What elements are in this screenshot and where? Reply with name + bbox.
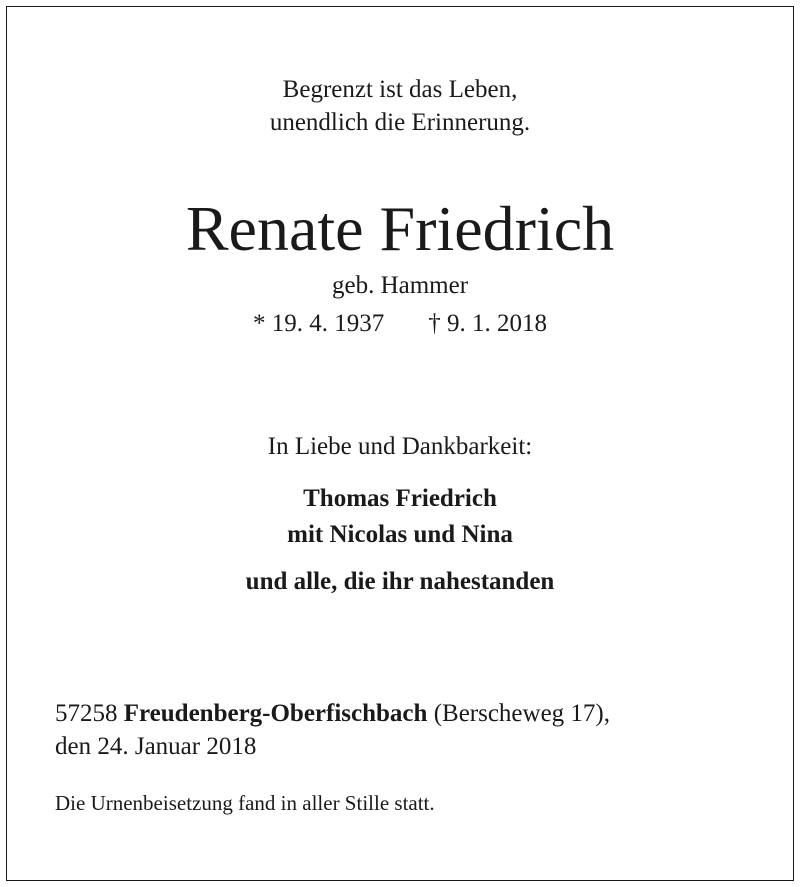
maiden-name: geb. Hammer bbox=[331, 272, 469, 299]
motto-line-2: unendlich die Erinnerung. bbox=[269, 109, 531, 136]
street: (Berscheweg 17), bbox=[433, 700, 611, 727]
deceased-name: Renate Friedrich bbox=[185, 193, 615, 264]
burial-notice: Die Urnenbeisetzung fand in aller Stille statt. bbox=[55, 791, 435, 815]
mourner-line-2: mit Nicolas und Nina bbox=[287, 521, 513, 548]
mourners bbox=[0, 481, 800, 553]
location-block bbox=[55, 697, 610, 763]
address-line bbox=[55, 697, 610, 730]
town: Freudenberg-Oberfischbach bbox=[123, 700, 428, 727]
mourners-others: und alle, die ihr nahestanden bbox=[245, 568, 555, 595]
postal-code: 57258 bbox=[55, 700, 118, 727]
motto bbox=[0, 73, 800, 139]
motto-line-1: Begrenzt ist das Leben, bbox=[282, 76, 518, 103]
birth-date: * 19. 4. 1937 bbox=[253, 310, 385, 337]
gratitude-line: In Liebe und Dankbarkeit: bbox=[267, 433, 533, 460]
date-line: den 24. Januar 2018 bbox=[55, 733, 257, 760]
mourner-line-1: Thomas Friedrich bbox=[303, 485, 497, 512]
life-dates bbox=[0, 307, 800, 341]
death-date: † 9. 1. 2018 bbox=[428, 310, 547, 337]
